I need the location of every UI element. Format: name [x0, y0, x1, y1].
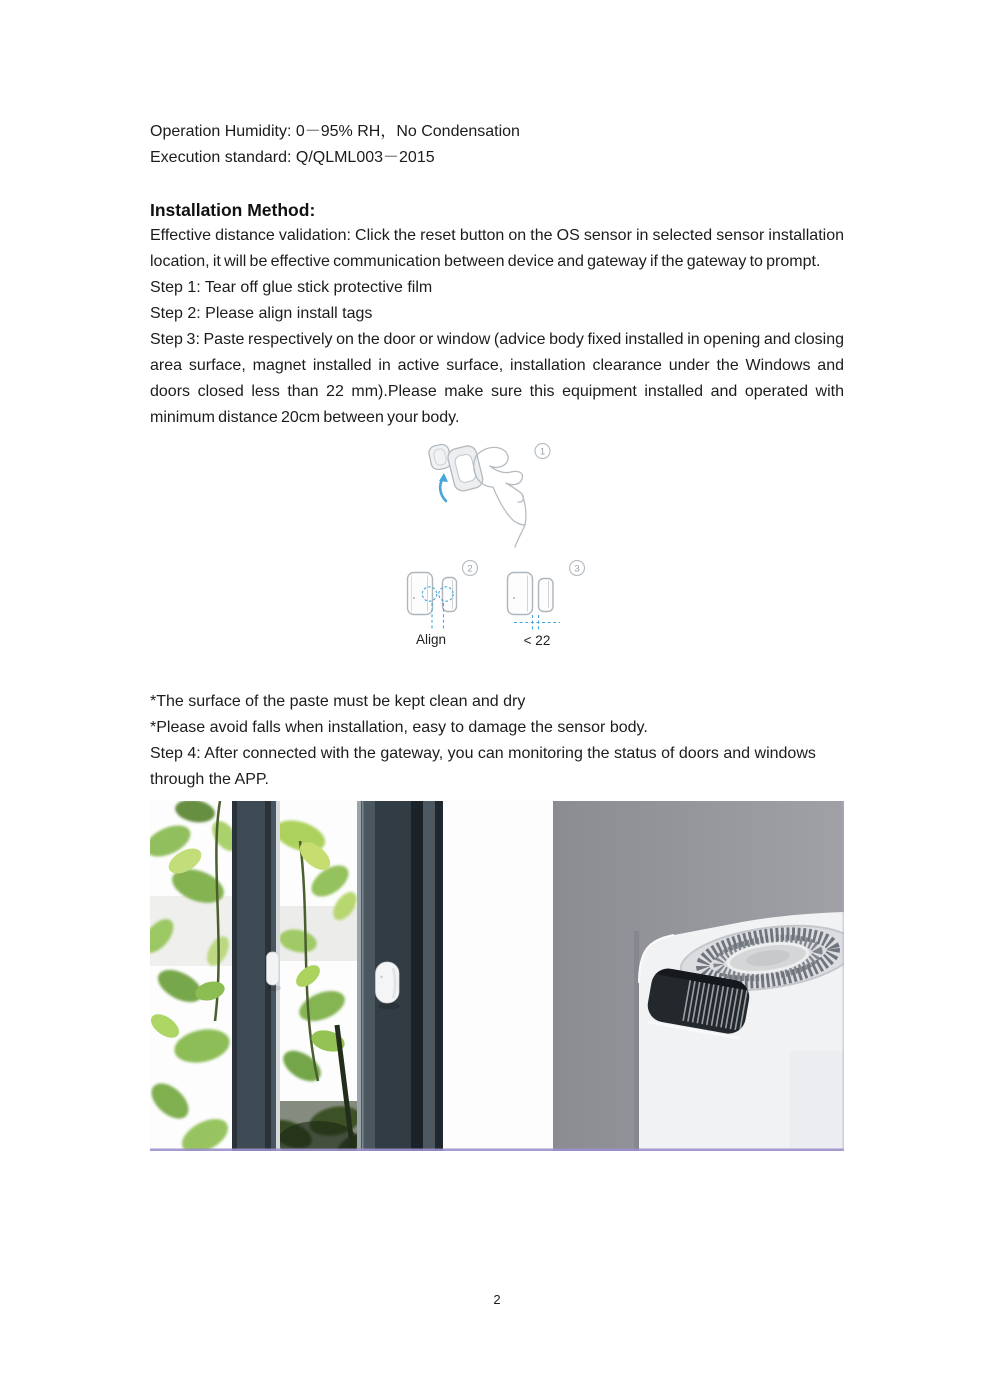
installation-photo-svg [150, 801, 844, 1151]
note-surface-text: *The surface of the paste must be kept clean and dry [150, 693, 526, 710]
installation-diagram-svg [390, 431, 630, 666]
step3-marker-number: 3 [574, 563, 580, 575]
align-label: Align [415, 632, 447, 647]
step1-marker-number: 1 [539, 446, 546, 458]
note-falls-text: *Please avoid falls when installation, easy to damage the sensor body. [150, 719, 648, 736]
peel-arrow-icon [439, 473, 448, 501]
step-3-text: Step 3: Paste respectively on the door or window (advice body fixed installed in opening and closing area surface, magnet installed in active surface, installation clearance under the Windows and doors closed less than 22 mm).Please make sure this equipment installed and operated with minimum distance 20cm between your body. [150, 331, 844, 426]
page-number: 2 [493, 1292, 501, 1307]
sensor-pair-clearance-drawing [508, 561, 585, 649]
step-2-text: Step 2: Please align install tags [150, 305, 373, 322]
hand-icon [474, 447, 526, 547]
installation-diagram [150, 431, 844, 689]
sensor-pair-align-drawing [408, 561, 478, 648]
spec-operation-humidity: Operation Humidity: 0－95% RH，No Condensation [150, 123, 520, 140]
photo-border-bottom [150, 1149, 844, 1152]
photo-border-right [843, 801, 845, 1151]
window-frame-right [357, 801, 443, 1151]
installation-photo [150, 801, 844, 1151]
intro-paragraph: Effective distance validation: Click the reset button on the OS sensor in selected sensor installation location, it will be effective communication between device and gateway if the gateway to prompt. [150, 227, 844, 270]
page-content [150, 119, 844, 1151]
step2-marker-number: 2 [467, 563, 473, 575]
hand-peeling-drawing [428, 443, 550, 547]
step-1-text: Step 1: Tear off glue stick protective film [150, 279, 433, 296]
section-heading: Installation Method: [150, 200, 316, 220]
spec-execution-standard: Execution standard: Q/QLML003－2015 [150, 149, 435, 166]
air-purifier [639, 912, 844, 1151]
step-4-text: Step 4: After connected with the gateway, you can monitoring the status of doors and windows through the APP. [150, 745, 816, 788]
sensor-body-drawing [446, 444, 485, 493]
clearance-label: < 22 [523, 633, 551, 648]
